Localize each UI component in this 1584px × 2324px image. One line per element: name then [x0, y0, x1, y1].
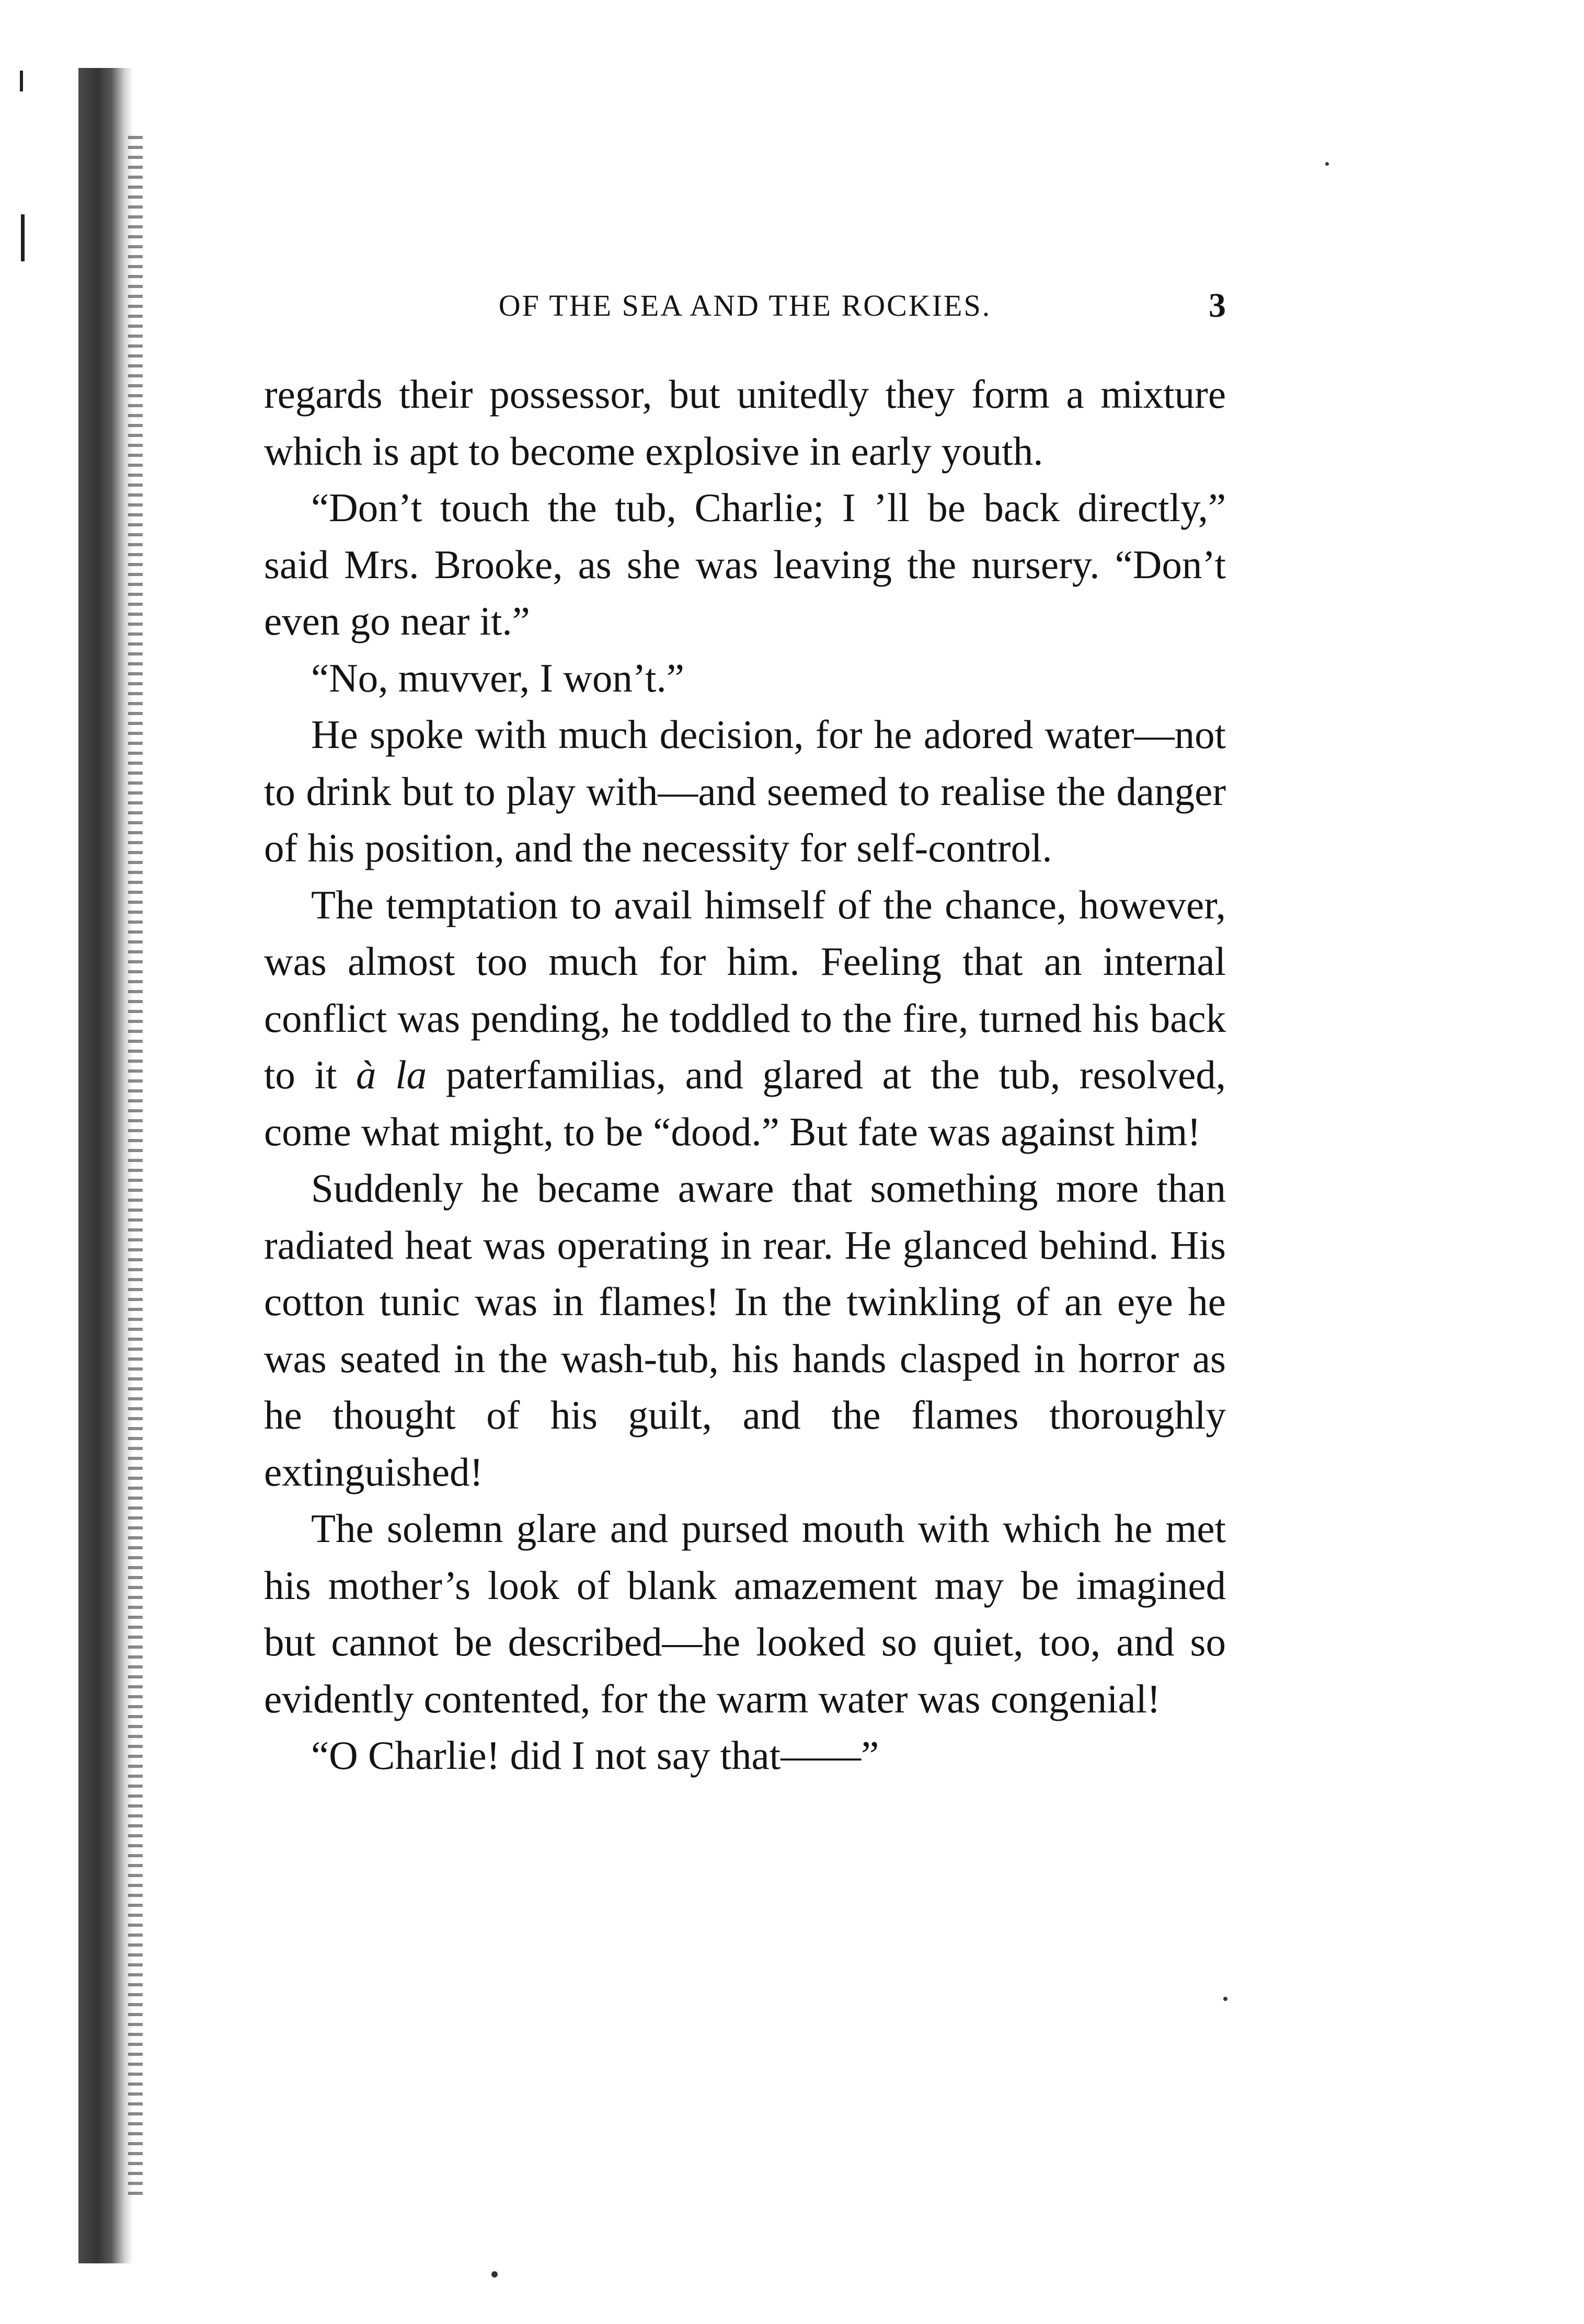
binding-gutter-shadow — [78, 68, 133, 2263]
paragraph: The solemn glare and pursed mouth with which he met his mother’s look of blank amazement may be imagined but cannot be described—he looked so quiet, too, and so evidently contented, for the warm water was congenial! — [264, 1506, 1226, 1721]
page-number: 3 — [1209, 286, 1226, 325]
paper-speck — [1223, 1997, 1227, 2001]
binding-gutter-speckle — [128, 136, 143, 2201]
paragraph: “Don’t touch the tub, Charlie; I ’ll be back directly,” said Mrs. Brooke, as she was leaving the nursery. “Don’t even go near it.” — [264, 485, 1226, 643]
paper-speck — [1325, 162, 1329, 166]
paper-speck — [491, 2271, 498, 2277]
paragraph: Suddenly he became aware that something more than radiated heat was operating in rear. He glanced behind. His cotton tunic was in flames! In the twinkling of an eye he was seated in the wash-tub, his hands clasped in horror as he thought of his guilt, and the flames thoroughly extinguished! — [264, 1166, 1226, 1494]
running-head: OF THE SEA AND THE ROCKIES. — [498, 289, 992, 323]
paragraph-text: paterfamilias, and glared at the tub, resolved, come what might, to be “dood.” But fate was against him! — [264, 1052, 1226, 1154]
body-text — [264, 366, 1226, 1784]
paragraph: “O Charlie! did I not say that——” — [311, 1733, 879, 1778]
paragraph — [264, 877, 1226, 1160]
paragraph-text: The temptation to avail himself of the chance, however, was almost too much for him. Feeling that an internal conflict was pending, he toddled to the fire, turned his back to it — [264, 882, 1226, 1097]
margin-mark — [21, 214, 25, 261]
italic-phrase: à la — [356, 1052, 427, 1097]
margin-mark — [20, 71, 23, 91]
paragraph: He spoke with much decision, for he adored water—not to drink but to play with—and seemed to realise the danger of his position, and the necessity for self-control. — [264, 712, 1226, 870]
paragraph: “No, muvver, I won’t.” — [311, 655, 684, 700]
page-header — [264, 285, 1226, 327]
paragraph: regards their possessor, but unitedly they form a mixture which is apt to become explosive in early youth. — [264, 372, 1226, 474]
